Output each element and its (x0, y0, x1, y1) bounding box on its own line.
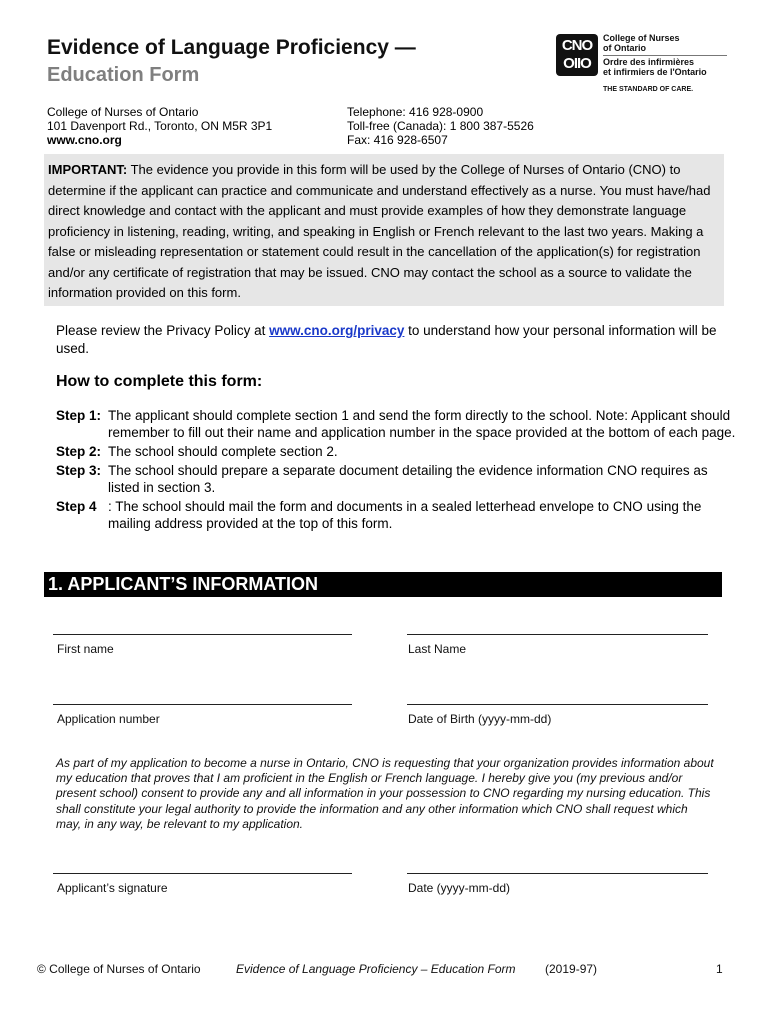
steps-list (56, 407, 736, 534)
application-number-input[interactable] (53, 704, 352, 705)
cno-logo (556, 32, 736, 102)
tollfree: Toll-free (Canada): 1 800 387-5526 (347, 119, 534, 133)
page-number: 1 (716, 962, 723, 976)
page-subtitle: Education Form (47, 64, 200, 86)
step-1: Step 1: The applicant should complete section 1 and send the form directly to the school. Note: Applicant should remember to fill out their name and application number in the space provided at the bottom of each page. (56, 408, 736, 440)
first-name-label: First name (57, 642, 114, 656)
signature-input[interactable] (53, 873, 352, 874)
dob-label: Date of Birth (yyyy-mm-dd) (408, 712, 552, 726)
logo-french-name: Ordre des infirmières et infirmiers de l'Ontario (603, 57, 707, 77)
important-notice (44, 154, 724, 306)
step-2: Step 2: The school should complete section 2. (56, 444, 338, 459)
consent-statement: As part of my application to become a nurse in Ontario, CNO is requesting that your organization provides information about my education that proves that I am proficient in the English or French language. I hereby give you (my previous and/or present school) consent to provide any and all information in your possession to CNO regarding my nursing education. This shall constitute your legal authority to provide the information and any other information which CNO shall request which may, in any way, be relevant to my application. (56, 756, 714, 831)
dob-input[interactable] (407, 704, 708, 705)
footer-doc-title: Evidence of Language Proficiency – Education Form (236, 962, 516, 976)
logo-divider (603, 55, 727, 56)
howto-heading: How to complete this form: (56, 373, 263, 390)
application-number-label: Application number (57, 712, 160, 726)
signature-date-label: Date (yyyy-mm-dd) (408, 881, 511, 895)
footer-copyright: © College of Nurses of Ontario (37, 962, 201, 976)
step-4: Step 4 : The school should mail the form and documents in a sealed letterhead envelope to CNO using the mailing address provided at the top of this form. (56, 499, 702, 531)
last-name-label: Last Name (408, 642, 467, 656)
signature-date-input[interactable] (407, 873, 708, 874)
telephone: Telephone: 416 928-0900 (347, 105, 484, 119)
important-text: The evidence you provide in this form will be used by the College of Nurses of Ontario (CNO) to determine if the applicant can practice and communicate and understand effectively as a nurse. You must have/had direct knowledge and contact with the applicant and must provide examples of how they demonstrate language proficiency in listening, reading, writing, and speaking in English or French relevant to the last two years. Making a false or misleading representation or statement could result in the cancellation of the application(s) for registration and/or any certificate of registration that may be issued. CNO may contact the school as a source to validate the information provided on this form. (48, 162, 711, 300)
logo-tagline: THE STANDARD OF CARE. (603, 86, 694, 93)
contact-address (47, 105, 272, 147)
signature-label: Applicant’s signature (57, 881, 168, 895)
section-1-header: 1. APPLICANT’S INFORMATION (44, 572, 722, 597)
contact-phones (347, 105, 534, 147)
footer-code: (2019-97) (545, 962, 598, 976)
page-title: Evidence of Language Proficiency — (47, 36, 416, 59)
important-label: IMPORTANT: (48, 162, 128, 177)
step-3: Step 3: The school should prepare a separate document detailing the evidence information CNO requires as listed in section 3. (56, 463, 708, 495)
privacy-note: Please review the Privacy Policy at www.cno.org/privacy to understand how your personal information will be used. (56, 323, 717, 356)
website-link[interactable]: www.cno.org (47, 133, 122, 147)
cno-logo-mark: CNO OIIO (556, 34, 598, 76)
last-name-input[interactable] (407, 634, 708, 635)
logo-english-name: College of Nurses of Ontario (603, 33, 680, 53)
first-name-input[interactable] (53, 634, 352, 635)
fax: Fax: 416 928-6507 (347, 133, 448, 147)
privacy-link[interactable]: www.cno.org/privacy (269, 323, 405, 338)
org-name: College of Nurses of Ontario (47, 105, 199, 119)
street-address: 101 Davenport Rd., Toronto, ON M5R 3P1 (47, 119, 273, 133)
